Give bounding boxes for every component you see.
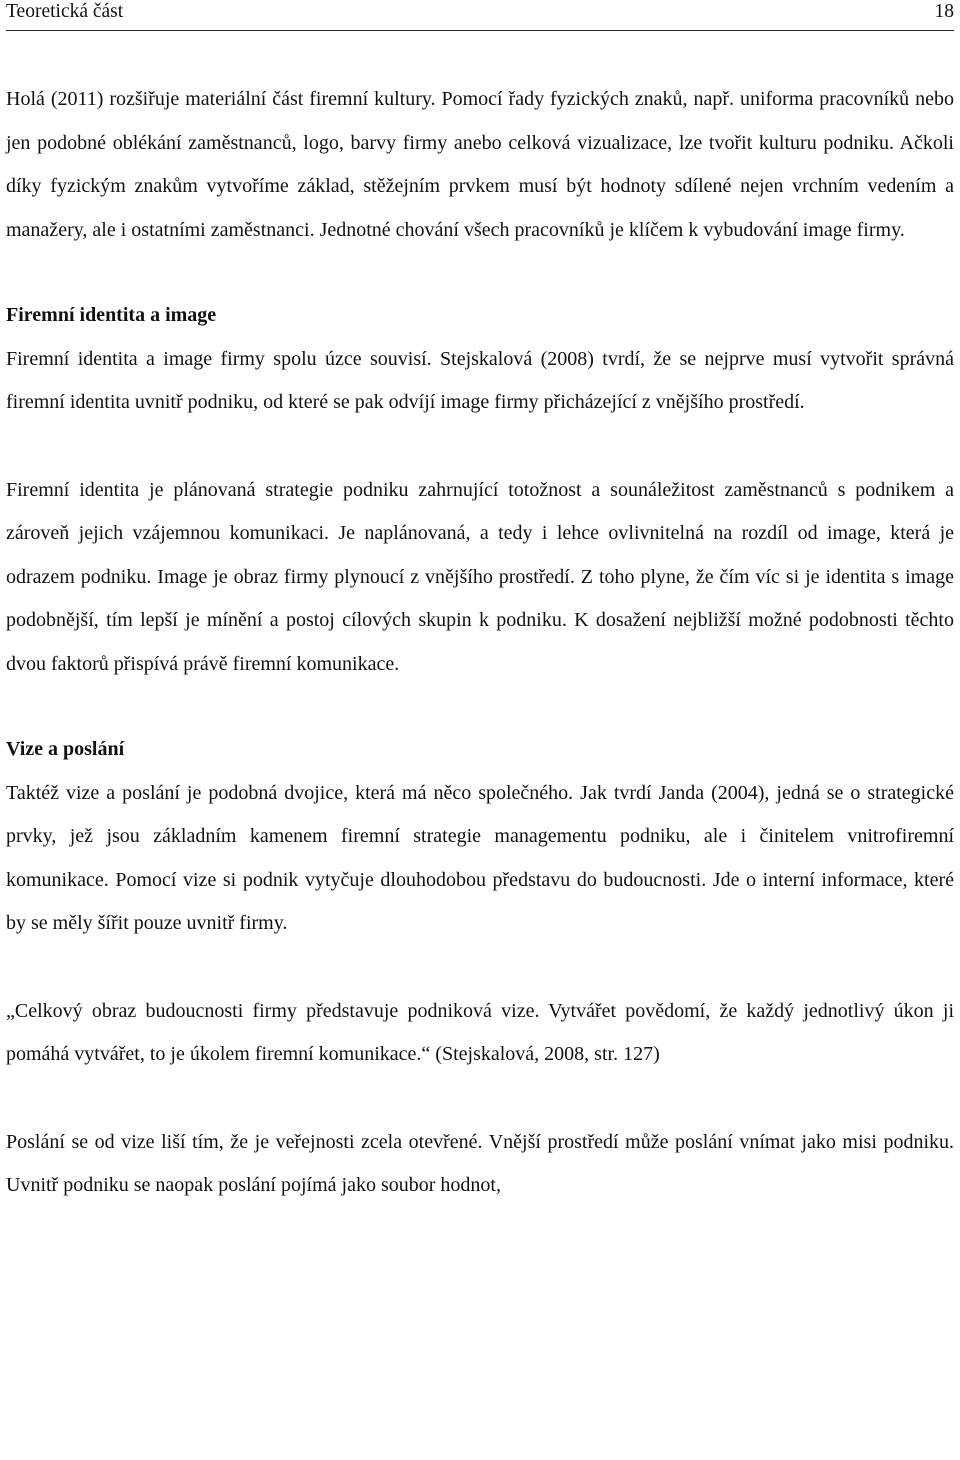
paragraph-material-culture: Holá (2011) rozšiřuje materiální část firemní kultury. Pomocí řady fyzických znaků, např. uniforma pracovníků nebo jen podobné oblékání zaměstnanců, logo, barvy firmy anebo celková vizualizace, lze tvořit kulturu podniku. Ačkoli díky fyzickým znakům vytvoříme základ, stěžejním prvkem musí být hodnoty sdílené nejen vrchním vedením a manažery, ale i ostatními zaměstnanci. Jednotné chování všech pracovníků je klíčem k vybudování image firmy. xyxy=(6,88,954,241)
paragraph-vize-intro: Taktéž vize a poslání je podobná dvojice, která má něco společného. Jak tvrdí Janda (2004), jedná se o strategické prvky, jež jsou základním kamenem firemní strategie managementu podniku, ale i činitelem vnitrofiremní komunikace. Pomocí vize si podnik vytyčuje dlouhodobou představu do budoucnosti. Jde o interní informace, které by se měly šířit pouze uvnitř firmy. xyxy=(6,781,954,934)
paragraph-identity-strategy: Firemní identita je plánovaná strategie podniku zahrnující totožnost a sounáležitost zaměstnanců s podnikem a zároveň jejich vzájemnou komunikaci. Je naplánovaná, a tedy i lehce ovlivnitelná na rozdíl od image, která je odrazem podniku. Image je obraz firmy plynoucí z vnějšího prostředí. Z toho plyne, že čím víc si je identita s image podobnější, tím lepší je mínění a postoj cílových skupin k podniku. K dosažení nejbližší možné podobnosti těchto dvou faktorů přispívá právě firemní komunikace. xyxy=(6,478,954,675)
page-number: 18 xyxy=(934,1,954,22)
heading-vize-a-poslani: Vize a poslání xyxy=(6,738,125,760)
paragraph-quote: „Celkový obraz budoucnosti firmy představuje podniková vize. Vytvářet povědomí, že každý jednotlivý úkon ji pomáhá vytvářet, to je úkolem firemní komunikace.“ (Stejskalová, 2008, str. 127) xyxy=(6,999,954,1065)
heading-firemni-identita: Firemní identita a image xyxy=(6,304,217,326)
page-body xyxy=(6,78,954,1208)
page-header xyxy=(6,0,954,31)
paragraph-identity-intro: Firemní identita a image firmy spolu úzce souvisí. Stejskalová (2008) tvrdí, že se nejprve musí vytvořit správná firemní identita uvnitř podniku, od které se pak odvíjí image firmy přicházející z vnějšího prostředí. xyxy=(6,347,954,413)
running-header-title: Teoretická část xyxy=(6,1,124,22)
paragraph-poslani: Poslání se od vize liší tím, že je veřejnosti zcela otevřené. Vnější prostředí může poslání vnímat jako misi podniku. Uvnitř podniku se naopak poslání pojímá jako soubor hodnot, xyxy=(6,1130,954,1196)
